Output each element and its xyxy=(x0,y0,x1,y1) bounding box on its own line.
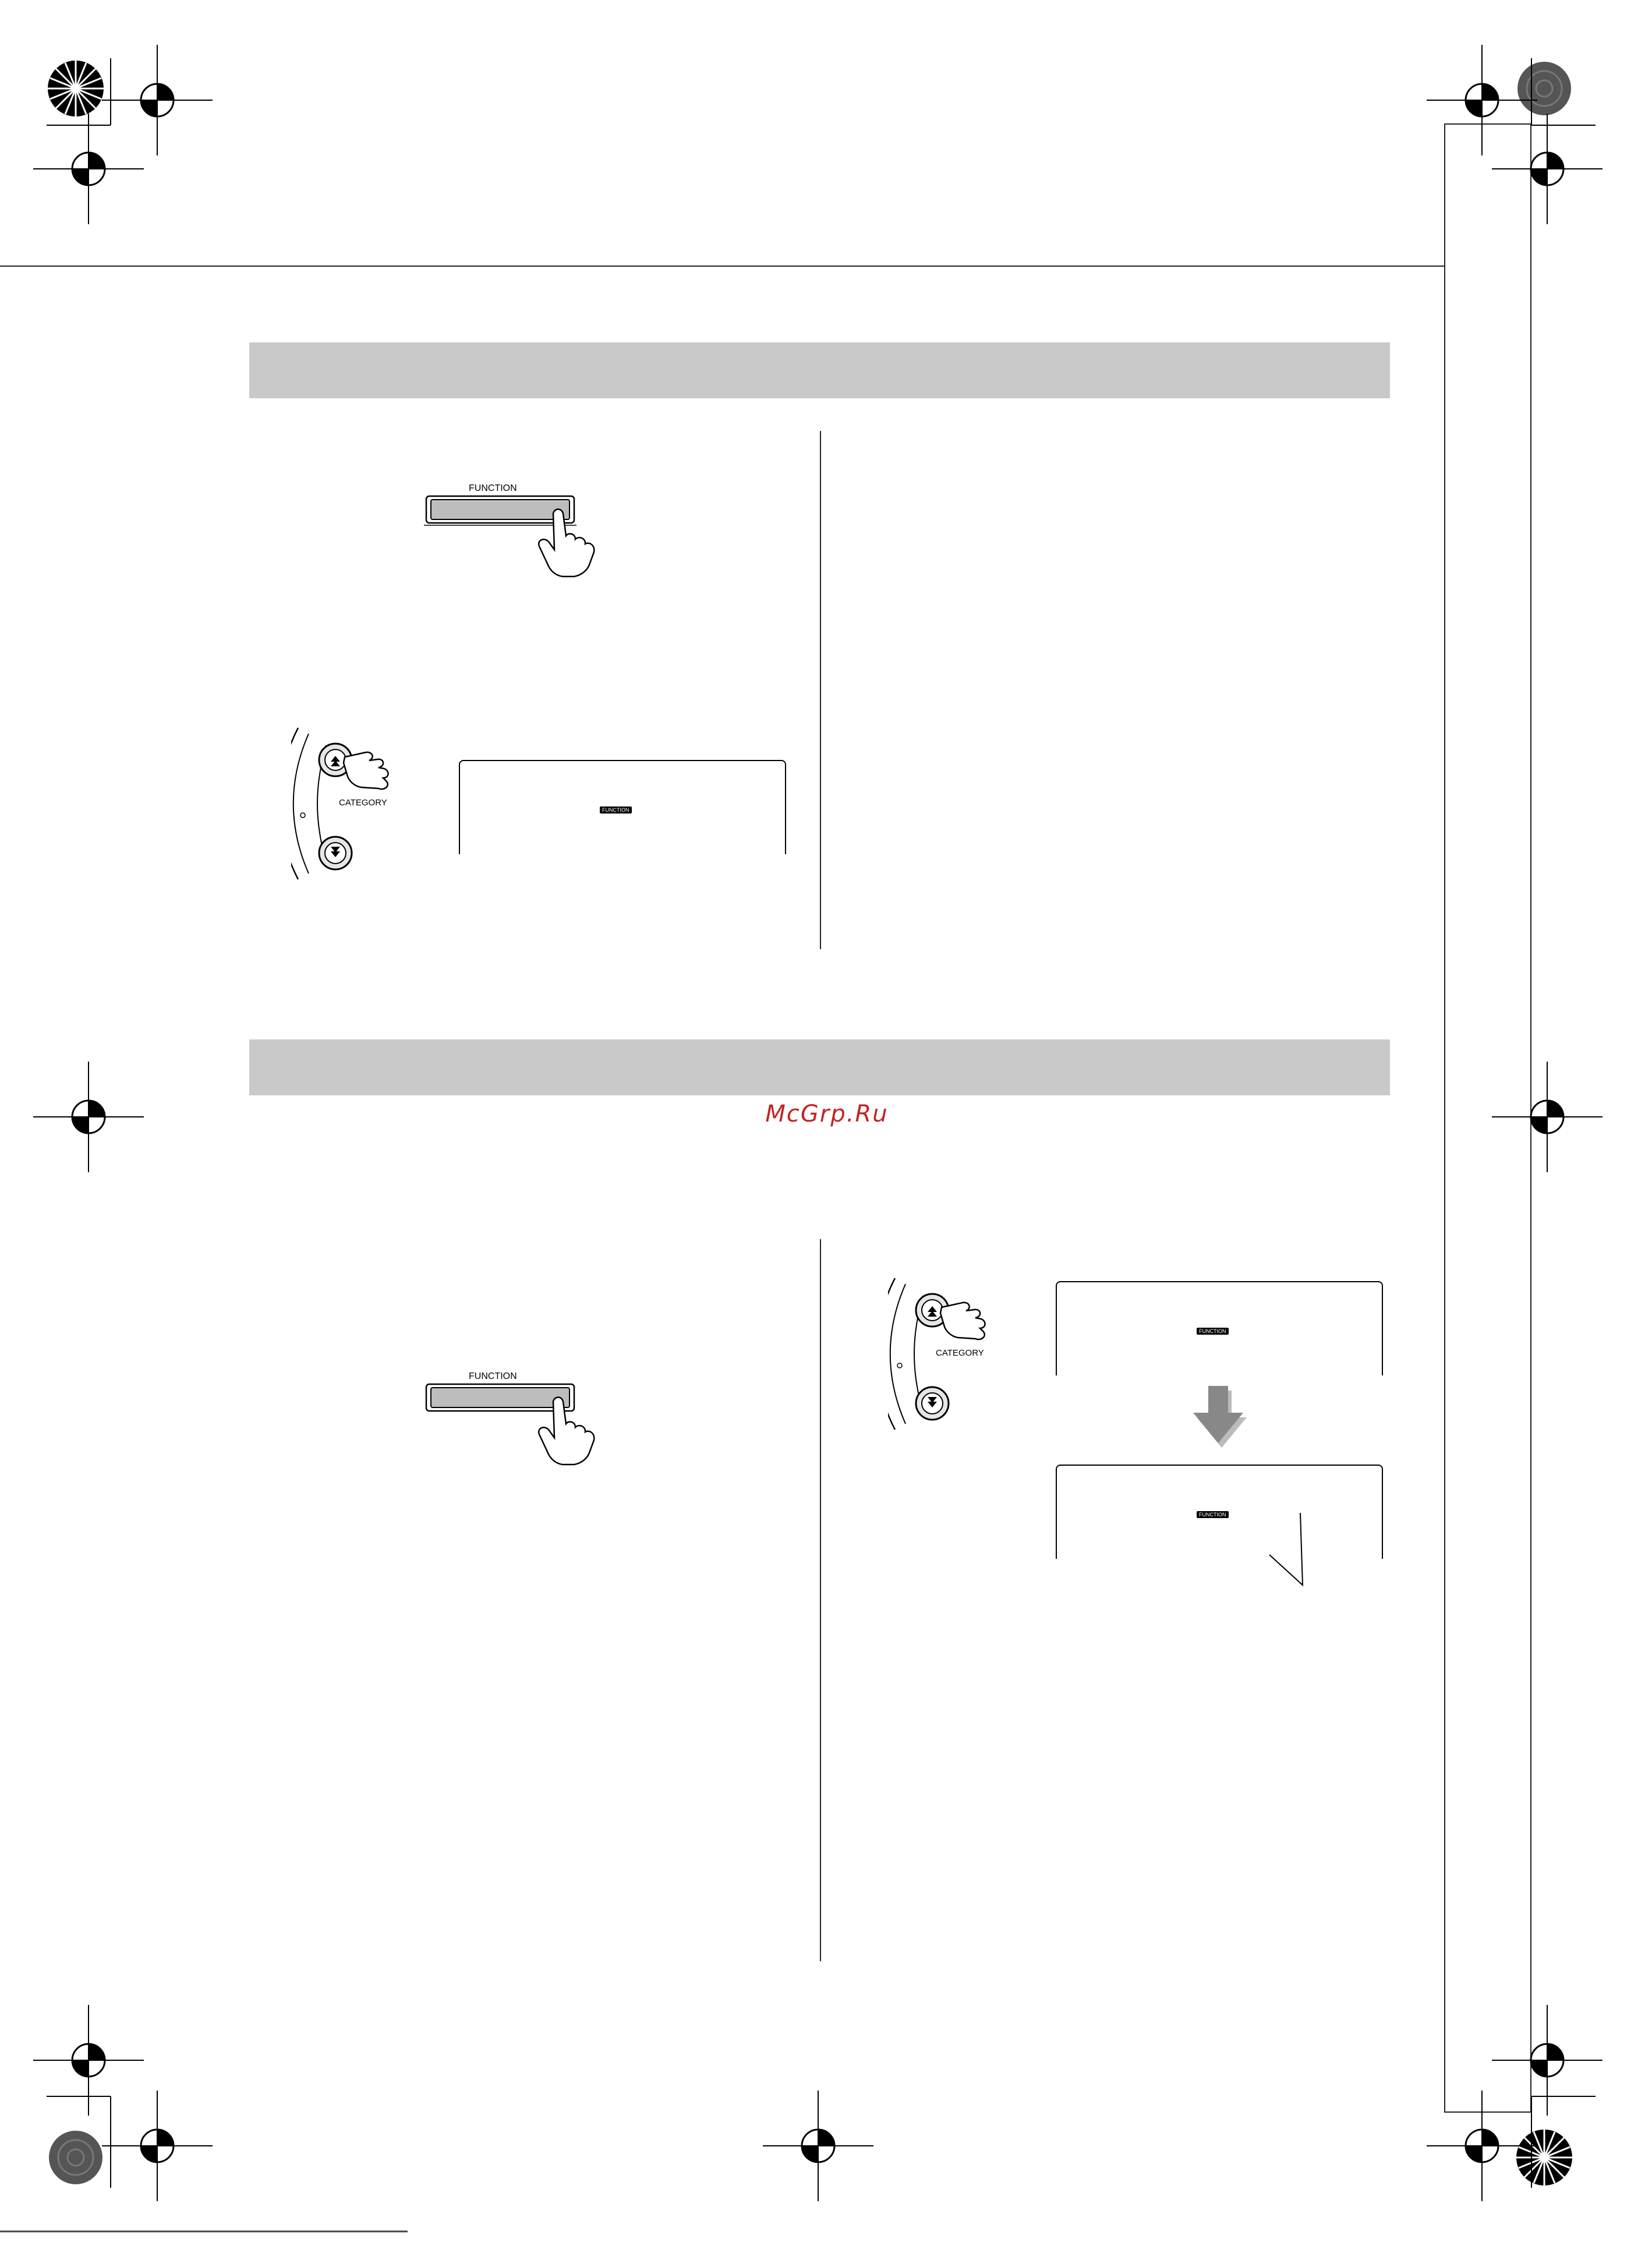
pressing-hand-icon xyxy=(344,752,388,789)
category-label: CATEGORY xyxy=(339,798,387,808)
section-2-lcd-display-bottom xyxy=(1056,1465,1383,1559)
lcd-function-badge: FUNCTION xyxy=(600,807,632,813)
section-1-function-button-illustration xyxy=(419,478,606,582)
section-1-category-dial-illustration xyxy=(291,722,419,885)
section-2-category-dial-illustration xyxy=(888,1272,1016,1435)
category-label: CATEGORY xyxy=(936,1348,984,1358)
watermark: McGrp.Ru xyxy=(765,1101,889,1127)
lcd-function-badge: FUNCTION xyxy=(1197,1328,1229,1335)
pressing-hand-icon xyxy=(940,1303,985,1339)
function-button-label: FUNCTION xyxy=(469,1371,517,1381)
lcd-function-badge: FUNCTION xyxy=(1197,1511,1229,1518)
down-arrow-icon xyxy=(1191,1385,1249,1449)
section-1-lcd-display xyxy=(459,760,786,854)
lcd-callout-pointer xyxy=(1267,1508,1313,1590)
section-2-function-button-illustration xyxy=(419,1366,606,1470)
section-2-lcd-display-top xyxy=(1056,1281,1383,1375)
function-button-label: FUNCTION xyxy=(469,483,517,493)
